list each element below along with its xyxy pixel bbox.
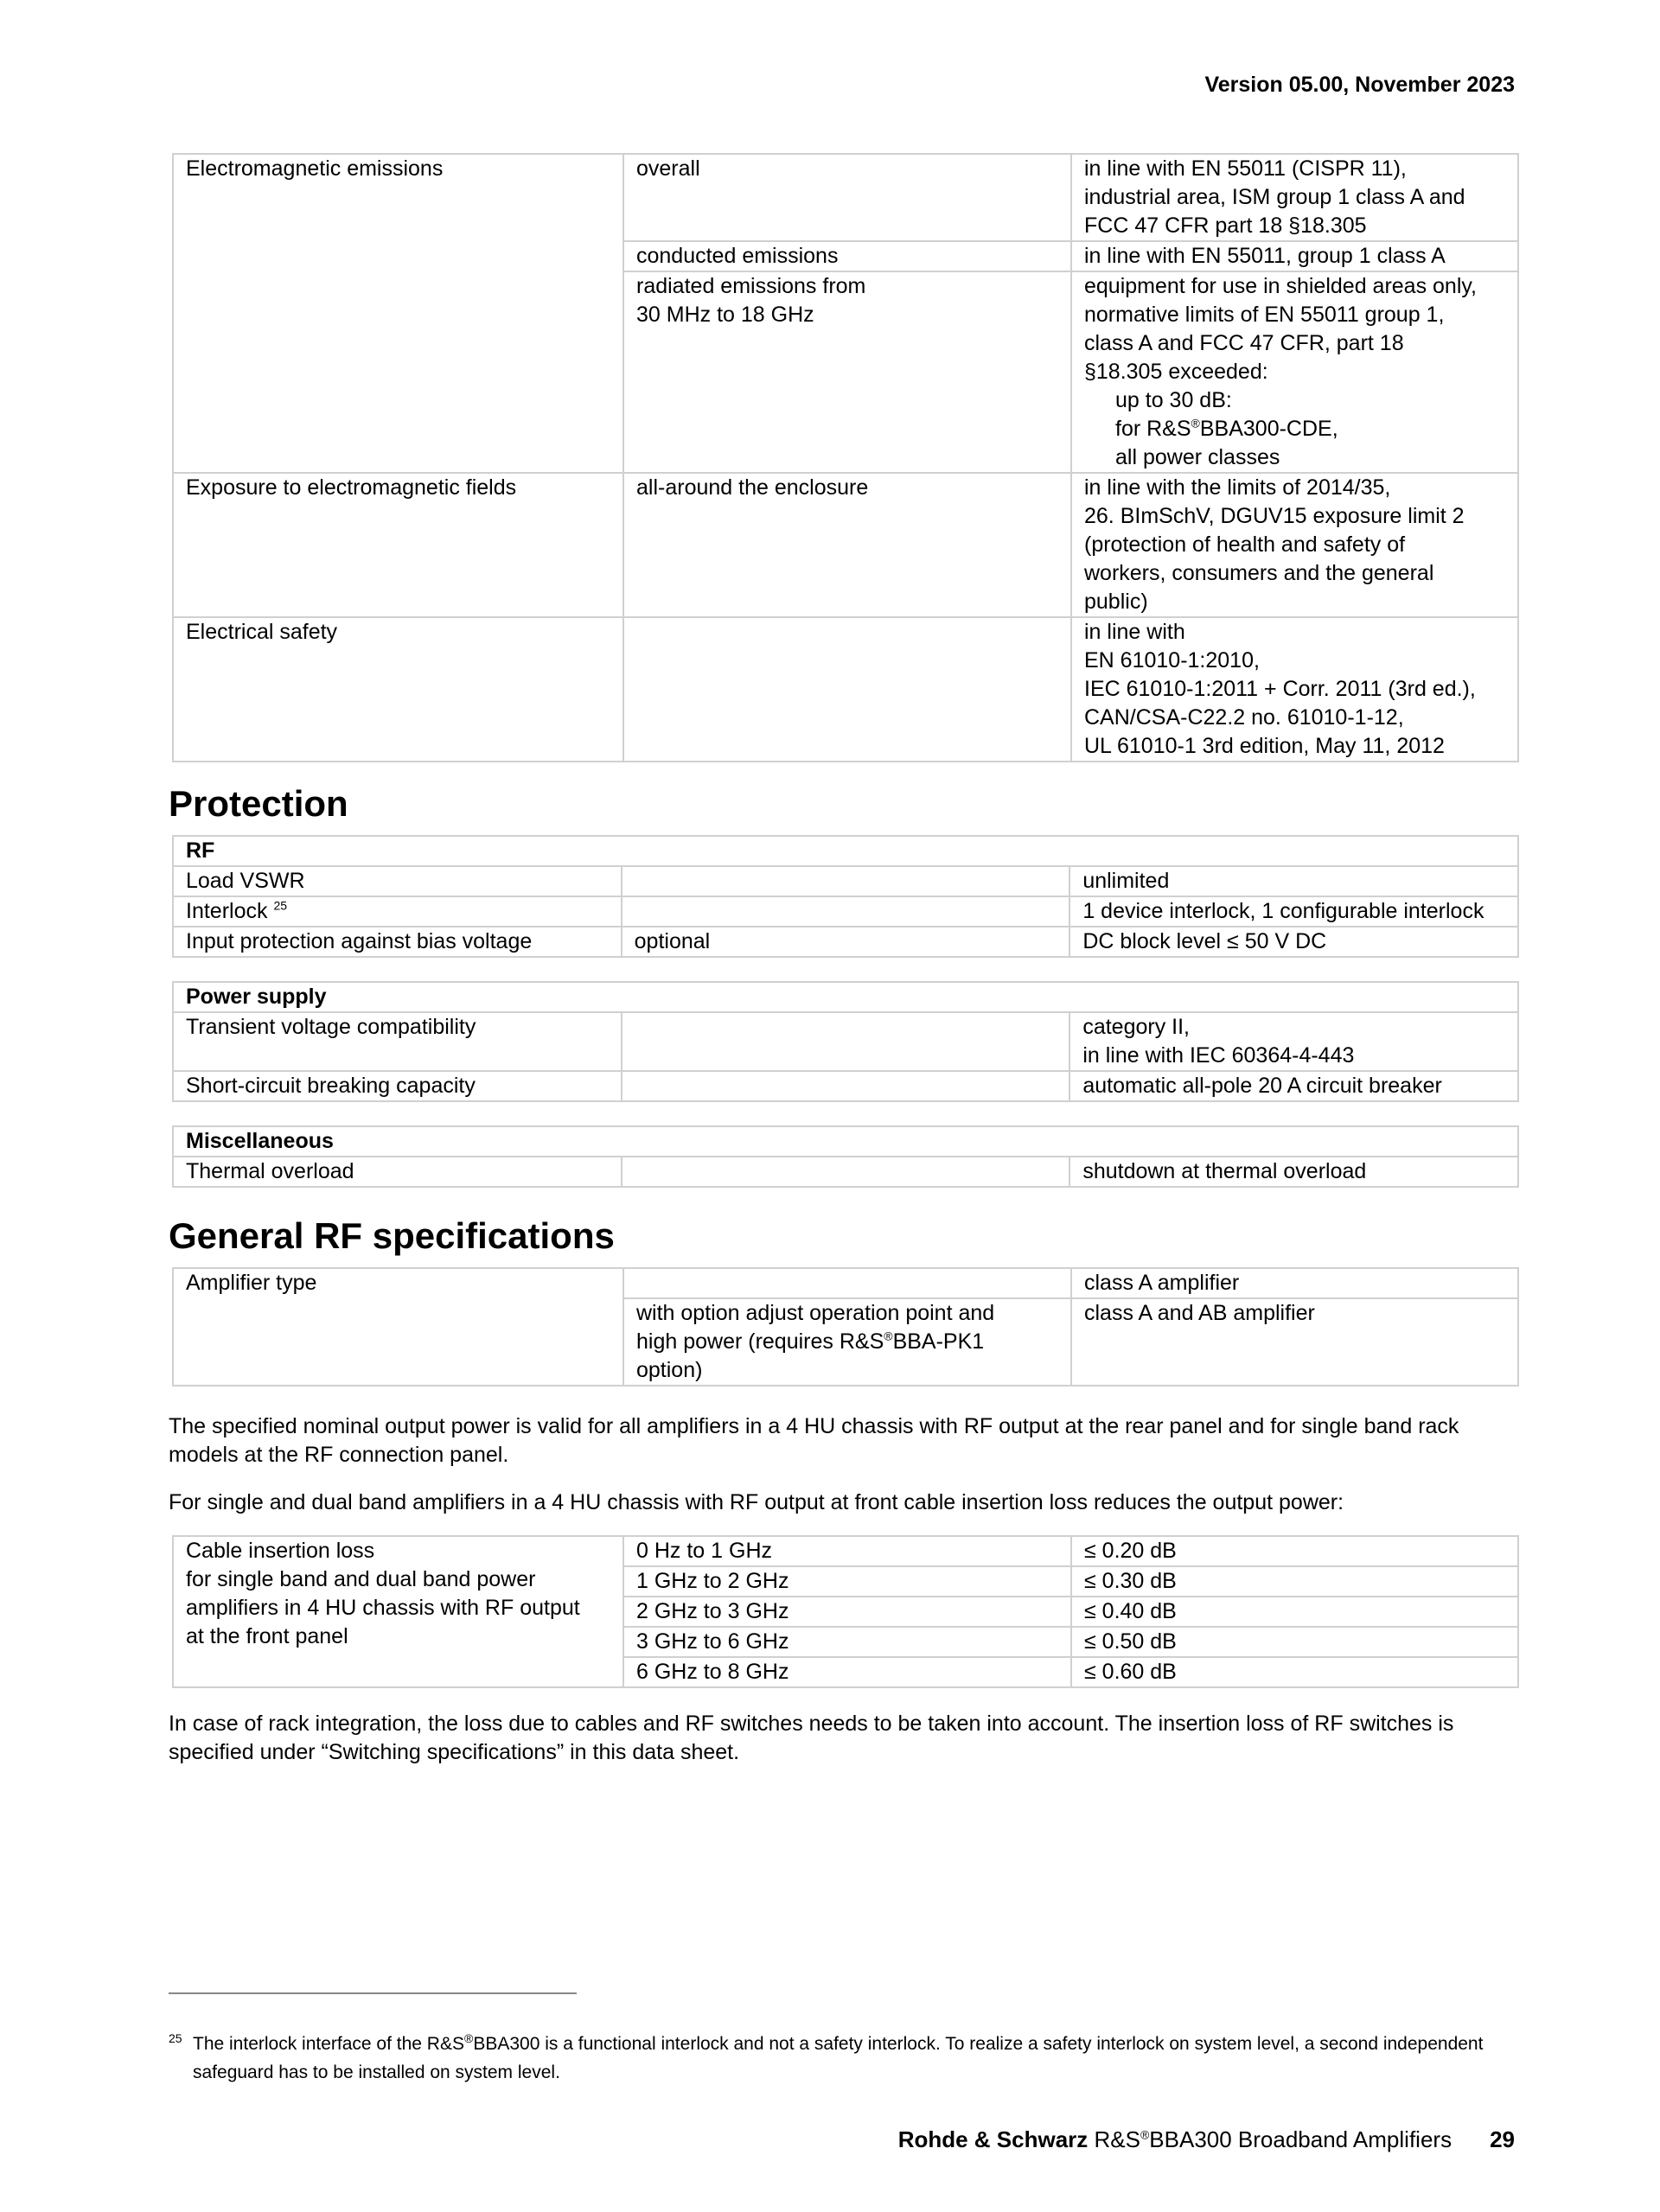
amplifier-type-table <box>172 1267 1519 1386</box>
table-row <box>173 154 1518 241</box>
table-row <box>173 836 1518 866</box>
cell: class A and AB amplifier <box>1071 1298 1518 1386</box>
line: in line with <box>1084 620 1185 644</box>
footnote-number: 25 <box>169 2031 182 2045</box>
cell: 1 GHz to 2 GHz <box>623 1566 1071 1597</box>
registered-mark: ® <box>1140 2127 1150 2142</box>
cell: ≤ 0.50 dB <box>1071 1627 1518 1657</box>
table-row <box>173 617 1518 762</box>
cell: 1 device interlock, 1 configurable interlock <box>1069 896 1518 927</box>
table-row <box>173 982 1518 1012</box>
cell: in line with EN 55011, group 1 class A <box>1071 241 1518 271</box>
paragraph-front-output: For single and dual band amplifiers in a 4 HU chassis with RF output at front cable insertion loss reduces the output power: <box>169 1490 1344 1514</box>
line: all power classes <box>1115 445 1280 469</box>
footnote <box>169 2030 1500 2087</box>
cell: 6 GHz to 8 GHz <box>623 1657 1071 1687</box>
registered-mark: ® <box>464 2031 474 2045</box>
brand-name: Rohde & Schwarz <box>897 2126 1089 2152</box>
cell: Load VSWR <box>173 866 622 896</box>
line: radiated emissions from <box>636 274 866 298</box>
line: (protection of health and safety of <box>1084 532 1406 557</box>
cable-label <box>173 1536 623 1687</box>
line: public) <box>1084 590 1148 614</box>
line <box>1084 415 1505 443</box>
rf-protection-table <box>172 835 1519 958</box>
table-row <box>173 1012 1518 1071</box>
cell: ≤ 0.40 dB <box>1071 1597 1518 1627</box>
line: with option adjust operation point and <box>636 1301 995 1325</box>
line: 26. BImSchV, DGUV15 exposure limit 2 <box>1084 504 1465 528</box>
line: FCC 47 CFR part 18 §18.305 <box>1084 214 1367 238</box>
cell: ≤ 0.20 dB <box>1071 1536 1518 1566</box>
emc-label: Electromagnetic emissions <box>173 154 623 473</box>
cell: Thermal overload <box>173 1157 622 1187</box>
line: industrial area, ISM group 1 class A and <box>1084 185 1465 209</box>
line: in line with EN 55011 (CISPR 11), <box>1084 156 1407 181</box>
table-row <box>173 866 1518 896</box>
cell: Exposure to electromagnetic fields <box>173 473 623 617</box>
cell <box>622 896 1070 927</box>
text: The interlock interface of the R&S <box>193 2034 464 2054</box>
cell <box>622 1012 1070 1071</box>
text: for R&S <box>1115 417 1191 441</box>
footnote-divider <box>169 1992 577 1994</box>
line: EN 61010-1:2010, <box>1084 648 1260 673</box>
section-title-protection: Protection <box>169 783 348 824</box>
registered-mark: ® <box>1191 416 1200 430</box>
line: workers, consumers and the general <box>1084 561 1434 585</box>
cell <box>622 1157 1070 1187</box>
cell <box>1071 154 1518 241</box>
cell <box>1071 473 1518 617</box>
line: Cable insertion loss <box>186 1539 375 1563</box>
text: high power (requires R&S <box>636 1329 884 1354</box>
cell <box>1071 271 1518 473</box>
table-row <box>173 473 1518 617</box>
cell <box>623 1298 1071 1386</box>
table-row <box>173 1157 1518 1187</box>
cell: class A amplifier <box>1071 1268 1518 1298</box>
power-supply-table <box>172 981 1519 1102</box>
cell: Transient voltage compatibility <box>173 1012 622 1071</box>
cell <box>1071 617 1518 762</box>
text: R&S <box>1088 2126 1140 2152</box>
cell: DC block level ≤ 50 V DC <box>1069 927 1518 957</box>
cell: conducted emissions <box>623 241 1071 271</box>
table-heading: Miscellaneous <box>173 1126 1518 1157</box>
cell: Amplifier type <box>173 1268 623 1386</box>
line: for single band and dual band power <box>186 1567 536 1591</box>
table-heading: Power supply <box>173 982 1518 1012</box>
page-number: 29 <box>1490 2126 1515 2152</box>
table-row <box>173 1071 1518 1101</box>
line: 30 MHz to 18 GHz <box>636 303 814 327</box>
table-row <box>173 1268 1518 1298</box>
cell: optional <box>622 927 1070 957</box>
cell: 0 Hz to 1 GHz <box>623 1536 1071 1566</box>
line: in line with IEC 60364-4-443 <box>1082 1043 1355 1068</box>
line: up to 30 dB: <box>1115 388 1232 412</box>
line: equipment for use in shielded areas only, <box>1084 274 1477 298</box>
line: §18.305 exceeded: <box>1084 360 1268 384</box>
cell <box>623 271 1071 473</box>
cell: overall <box>623 154 1071 241</box>
text: BBA-PK1 <box>892 1329 985 1354</box>
version-header: Version 05.00, November 2023 <box>1204 73 1515 97</box>
paragraph-nominal-power: The specified nominal output power is valid for all amplifiers in a 4 HU chassis with RF output at the rear panel and for single band rack models at the RF connection panel. <box>169 1414 1459 1467</box>
cell: 3 GHz to 6 GHz <box>623 1627 1071 1657</box>
line: class A and FCC 47 CFR, part 18 <box>1084 331 1404 355</box>
line: amplifiers in 4 HU chassis with RF output <box>186 1596 580 1620</box>
line: CAN/CSA-C22.2 no. 61010-1-12, <box>1084 705 1404 730</box>
footnote-ref[interactable]: 25 <box>273 898 288 913</box>
cell <box>622 1071 1070 1101</box>
table-heading: RF <box>173 836 1518 866</box>
cell: ≤ 0.30 dB <box>1071 1566 1518 1597</box>
cell <box>1069 1012 1518 1071</box>
cell: Input protection against bias voltage <box>173 927 622 957</box>
text: Interlock <box>186 899 268 923</box>
paragraph-rack-integration: In case of rack integration, the loss due to cables and RF switches needs to be taken into account. The insertion loss of RF switches is specified under “Switching specifications” in this data sheet. <box>169 1712 1454 1764</box>
cell: shutdown at thermal overload <box>1069 1157 1518 1187</box>
cell: Short-circuit breaking capacity <box>173 1071 622 1101</box>
text: BBA300-CDE, <box>1199 417 1338 441</box>
emc-table <box>172 153 1519 762</box>
cell: unlimited <box>1069 866 1518 896</box>
cell: all-around the enclosure <box>623 473 1071 617</box>
cell: 2 GHz to 3 GHz <box>623 1597 1071 1627</box>
registered-mark: ® <box>884 1329 893 1343</box>
line: UL 61010-1 3rd edition, May 11, 2012 <box>1084 734 1445 758</box>
cable-insertion-loss-table <box>172 1535 1519 1688</box>
line: IEC 61010-1:2011 + Corr. 2011 (3rd ed.), <box>1084 677 1476 701</box>
cell: Electrical safety <box>173 617 623 762</box>
line: in line with the limits of 2014/35, <box>1084 475 1391 500</box>
line: category II, <box>1082 1015 1190 1039</box>
table-row <box>173 927 1518 957</box>
line: option) <box>636 1358 703 1382</box>
table-row <box>173 1536 1518 1566</box>
cell: automatic all-pole 20 A circuit breaker <box>1069 1071 1518 1101</box>
product-name: BBA300 Broadband Amplifiers <box>1149 2126 1452 2152</box>
page-footer <box>898 2126 1515 2153</box>
section-title-general-rf: General RF specifications <box>169 1215 615 1256</box>
line: at the front panel <box>186 1624 348 1648</box>
cell <box>173 896 622 927</box>
miscellaneous-table <box>172 1125 1519 1188</box>
text: BBA300 is a functional interlock and not a safety interlock. To realize a safety interlock on system level, a second independent safeguard has to be installed on system level. <box>193 2034 1484 2082</box>
cell <box>622 866 1070 896</box>
cell: ≤ 0.60 dB <box>1071 1657 1518 1687</box>
table-row <box>173 896 1518 927</box>
footnote-text <box>193 2030 1500 2087</box>
line: normative limits of EN 55011 group 1, <box>1084 303 1445 327</box>
cell <box>623 1268 1071 1298</box>
table-row <box>173 1126 1518 1157</box>
cell <box>623 617 1071 762</box>
